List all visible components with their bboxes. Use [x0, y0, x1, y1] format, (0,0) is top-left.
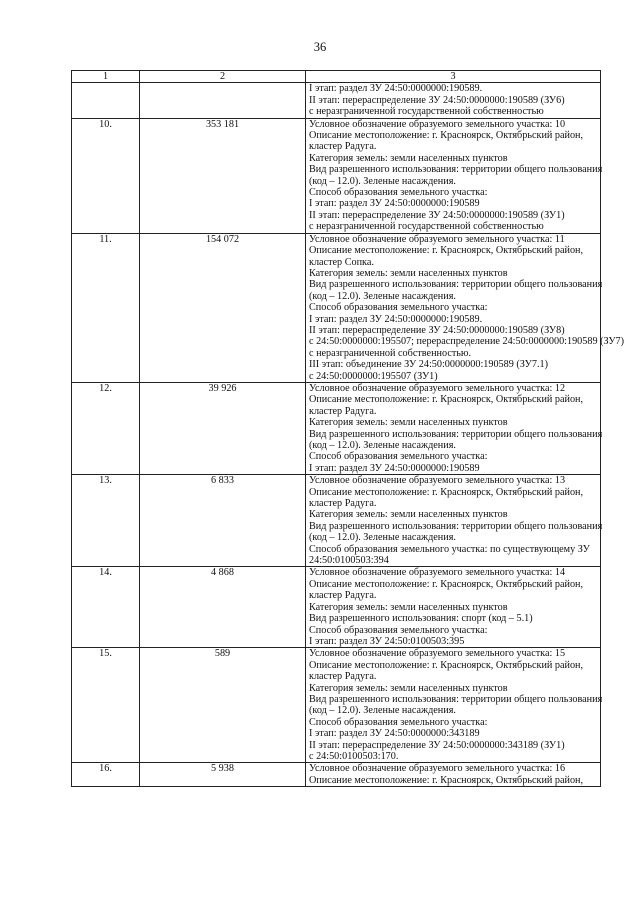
description-line: кластер Радуга. — [309, 590, 377, 602]
table-row — [72, 382, 601, 474]
description-line: с 24:50:0100503:170. — [309, 750, 399, 762]
description-line: (код – 12.0). Зеленые насаждения. — [309, 705, 456, 717]
description-line: 24:50:0100503:394 — [309, 555, 389, 567]
description-line: Условное обозначение образуемого земельного участка: 12 — [309, 382, 566, 394]
description-line: Описание местоположение: г. Красноярск, Октябрьский район, — [309, 245, 584, 257]
description-line: Описание местоположение: г. Красноярск, Октябрьский район, — [309, 394, 584, 406]
table-row — [72, 567, 601, 648]
description-line: Категория земель: земли населенных пунктов — [309, 509, 508, 521]
description-line: Описание местоположение: г. Красноярск, Октябрьский район, — [309, 774, 584, 786]
description-line: кластер Радуга. — [309, 405, 377, 417]
plot-description — [306, 233, 625, 382]
description-line: с неразграниченной государственной собственностью — [309, 106, 544, 118]
description-line: Категория земель: земли населенных пунктов — [309, 682, 508, 694]
description-line: Описание местоположение: г. Красноярск, Октябрьский район, — [309, 130, 584, 142]
plot-description — [306, 382, 601, 474]
plot-description — [306, 567, 601, 648]
description-line: II этап: перераспределение ЗУ 24:50:0000000:190589 (ЗУ6) — [309, 94, 565, 106]
description-line: Способ образования земельного участка: по существующему ЗУ — [309, 543, 590, 555]
column-header-2: 2 — [140, 71, 306, 83]
description-line: кластер Радуга. — [309, 498, 377, 510]
plot-area: 353 181 — [140, 118, 306, 233]
description-line: Условное обозначение образуемого земельного участка: 16 — [309, 763, 566, 775]
column-header-1: 1 — [72, 71, 140, 83]
description-line: Условное обозначение образуемого земельного участка: 13 — [309, 475, 566, 487]
plot-area: 4 868 — [140, 567, 306, 648]
description-line: Способ образования земельного участка: — [309, 451, 488, 463]
plot-description — [306, 83, 601, 118]
description-line: с неразграниченной собственностью. — [309, 347, 472, 359]
table-row — [72, 763, 601, 787]
plot-description — [306, 648, 601, 763]
description-line: Описание местоположение: г. Красноярск, Октябрьский район, — [309, 486, 584, 498]
description-line: Описание местоположение: г. Красноярск, Октябрьский район, — [309, 578, 584, 590]
plot-area: 39 926 — [140, 382, 306, 474]
description-line: II этап: перераспределение ЗУ 24:50:0000000:190589 (ЗУ8) — [309, 324, 565, 336]
description-line: (код – 12.0). Зеленые насаждения. — [309, 532, 456, 544]
description-line: кластер Радуга. — [309, 671, 377, 683]
description-line: I этап: раздел ЗУ 24:50:0000000:190589. — [309, 83, 483, 95]
description-line: Вид разрешенного использования: территории общего пользования — [309, 164, 603, 176]
table-header-row — [72, 71, 601, 83]
plot-area — [140, 83, 306, 118]
plot-area: 6 833 — [140, 475, 306, 567]
row-number: 16. — [72, 763, 140, 787]
description-line: II этап: перераспределение ЗУ 24:50:0000000:343189 (ЗУ1) — [309, 739, 565, 751]
column-header-3: 3 — [306, 71, 601, 83]
plot-area: 154 072 — [140, 233, 306, 382]
description-line: Категория земель: земли населенных пунктов — [309, 267, 508, 279]
row-number: 14. — [72, 567, 140, 648]
plot-description — [306, 118, 601, 233]
table-row — [72, 233, 601, 382]
description-line: Вид разрешенного использования: территории общего пользования — [309, 279, 603, 291]
row-number: 12. — [72, 382, 140, 474]
plot-area: 5 938 — [140, 763, 306, 787]
table-body — [72, 83, 625, 787]
description-line: Вид разрешенного использования: территории общего пользования — [309, 520, 603, 532]
table-row — [72, 475, 601, 567]
row-number: 11. — [72, 233, 140, 382]
description-line: (код – 12.0). Зеленые насаждения. — [309, 440, 456, 451]
table-row — [72, 648, 601, 763]
table-row — [72, 83, 601, 118]
description-line: Условное обозначение образуемого земельного участка: 10 — [309, 118, 566, 130]
row-number — [72, 83, 140, 118]
description-line: III этап: объединение ЗУ 24:50:0000000:190589 (ЗУ7.1) — [309, 359, 548, 371]
description-line: I этап: раздел ЗУ 24:50:0000000:190589. — [309, 313, 483, 325]
description-line: кластер Радуга. — [309, 141, 377, 153]
description-line: II этап: перераспределение ЗУ 24:50:0000000:190589 (ЗУ1) — [309, 209, 565, 221]
table-row — [72, 118, 601, 233]
land-plots-table — [71, 70, 625, 787]
plot-description — [306, 475, 601, 567]
description-line: Категория земель: земли населенных пунктов — [309, 601, 508, 613]
description-line: Условное обозначение образуемого земельного участка: 11 — [309, 233, 565, 245]
description-line: Способ образования земельного участка: — [309, 624, 488, 636]
description-line: I этап: раздел ЗУ 24:50:0100503:395 — [309, 635, 465, 647]
description-line: I этап: раздел ЗУ 24:50:0000000:343189 — [309, 728, 480, 740]
description-line: (код – 12.0). Зеленые насаждения. — [309, 175, 456, 187]
description-line: Условное обозначение образуемого земельного участка: 14 — [309, 567, 566, 579]
row-number: 15. — [72, 648, 140, 763]
description-line: Вид разрешенного использования: территории общего пользования — [309, 693, 603, 705]
description-line: Категория земель: земли населенных пунктов — [309, 417, 508, 429]
description-line: кластер Сопка. — [309, 256, 374, 268]
description-line: I этап: раздел ЗУ 24:50:0000000:190589 — [309, 198, 480, 210]
description-line: Способ образования земельного участка: — [309, 302, 488, 314]
description-line: I этап: раздел ЗУ 24:50:0000000:190589 — [309, 462, 480, 474]
description-line: Описание местоположение: г. Красноярск, Октябрьский район, — [309, 659, 584, 671]
description-line: (код – 12.0). Зеленые насаждения. — [309, 290, 456, 302]
plot-area: 589 — [140, 648, 306, 763]
description-line: Способ образования земельного участка: — [309, 716, 488, 728]
description-line: Вид разрешенного использования: спорт (код – 5.1) — [309, 613, 533, 625]
description-line: Вид разрешенного использования: территории общего пользования — [309, 428, 603, 440]
page-number: 36 — [313, 40, 327, 54]
description-line: с 24:50:0000000:195507; перераспределение 24:50:0000000:190589 (ЗУ7) — [309, 336, 625, 348]
description-line: с 24:50:0000000:195507 (ЗУ1) — [309, 370, 438, 382]
plot-description — [306, 763, 601, 787]
description-line: Условное обозначение образуемого земельного участка: 15 — [309, 648, 566, 660]
description-line: с неразграниченной государственной собственностью — [309, 221, 544, 233]
row-number: 13. — [72, 475, 140, 567]
row-number: 10. — [72, 118, 140, 233]
description-line: Способ образования земельного участка: — [309, 187, 488, 199]
description-line: Категория земель: земли населенных пунктов — [309, 152, 508, 164]
